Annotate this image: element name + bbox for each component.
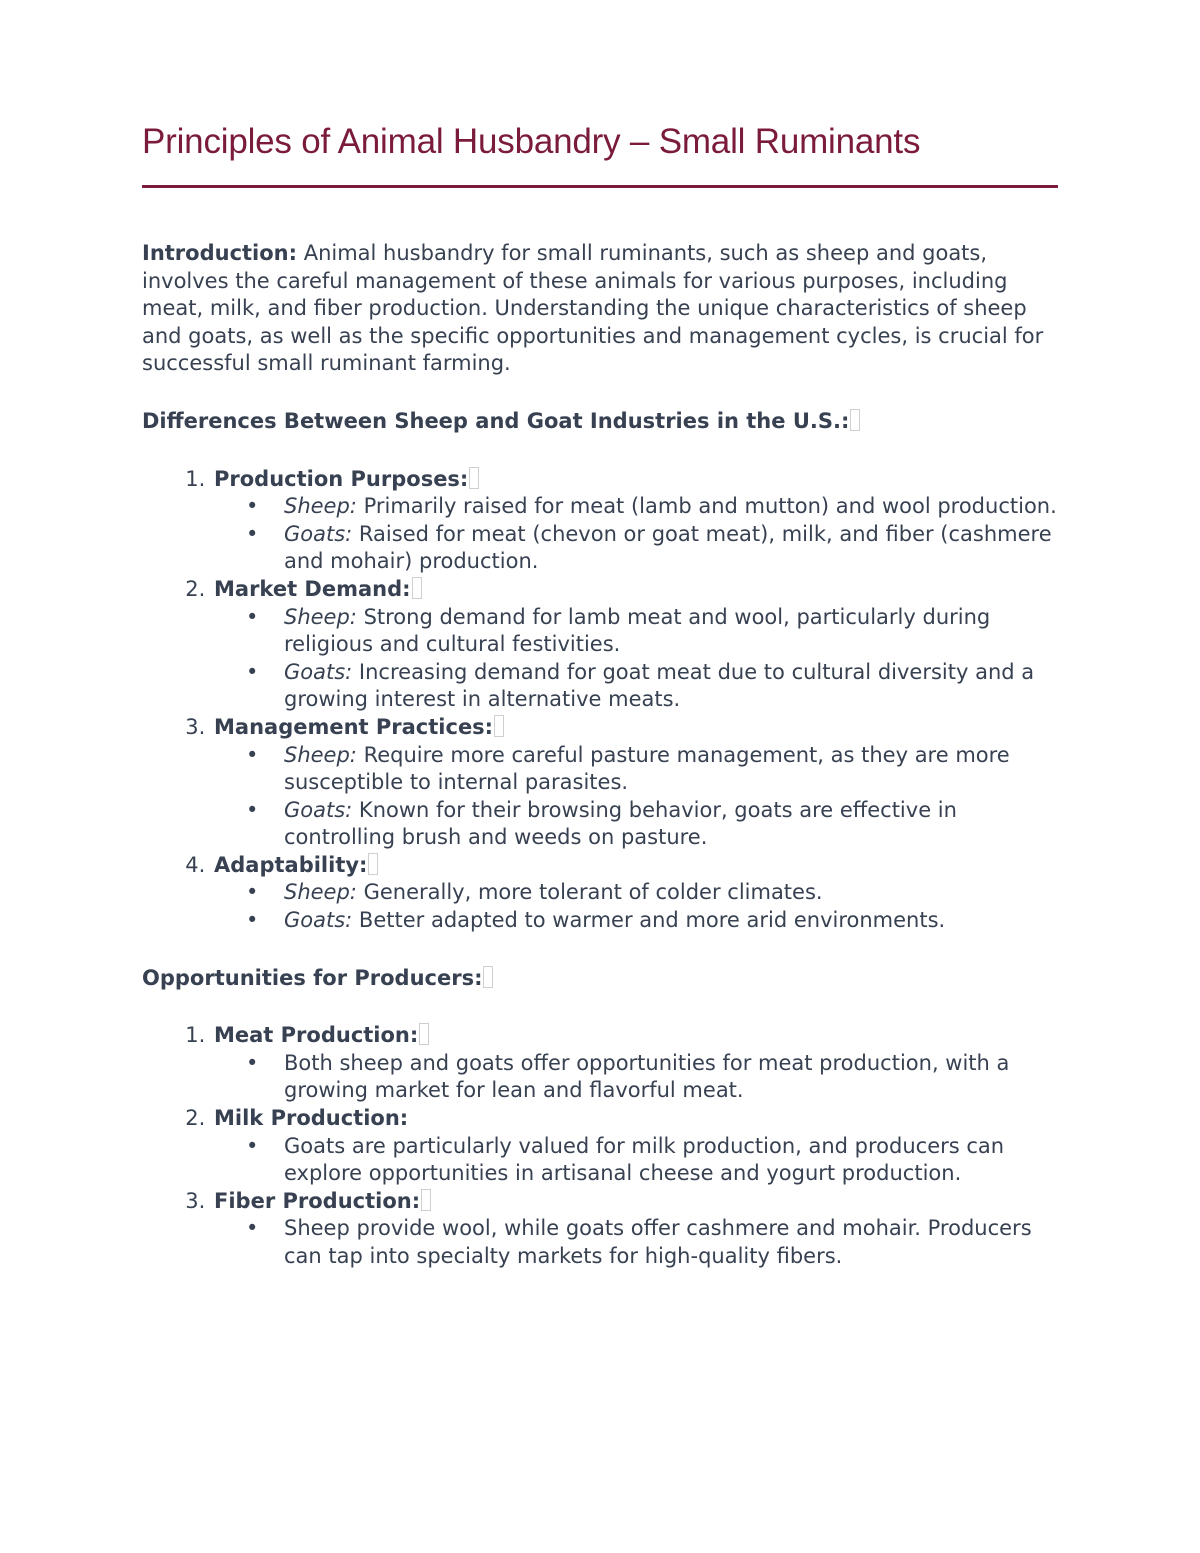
placeholder-glyph xyxy=(368,853,378,875)
bullet-marker: • xyxy=(246,1133,259,1158)
page-title: Principles of Animal Husbandry – Small Ruminants xyxy=(142,122,921,161)
list-item-title: Meat Production: xyxy=(214,1023,419,1048)
sub-item-label: Goats: xyxy=(284,659,353,684)
sub-item-text: Raised for meat (chevon or goat meat), milk, and fiber (cashmere and mohair) production. xyxy=(284,521,1052,574)
list-item-title: Production Purposes: xyxy=(214,466,469,491)
sub-item-text: Both sheep and goats offer opportunities for meat production, with a growing market for lean and flavorful meat. xyxy=(284,1050,1010,1103)
sub-list-item xyxy=(246,742,1062,797)
sub-item-text: Strong demand for lamb meat and wool, particularly during religious and cultural festivities. xyxy=(284,604,991,657)
sub-item-label: Sheep: xyxy=(284,604,357,629)
list-item-title: Fiber Production: xyxy=(214,1188,421,1213)
sub-list xyxy=(214,1050,1062,1105)
sub-list xyxy=(214,604,1062,714)
sub-list xyxy=(214,493,1062,576)
placeholder-glyph xyxy=(419,1023,429,1045)
sub-item-text: Primarily raised for meat (lamb and mutton) and wool production. xyxy=(356,494,1057,519)
placeholder-glyph xyxy=(494,715,504,737)
list-item xyxy=(212,576,1062,714)
list-item xyxy=(212,1188,1062,1271)
list-item-title: Market Demand: xyxy=(214,576,411,601)
bullet-marker: • xyxy=(246,797,259,822)
sub-item-text: Known for their browsing behavior, goats are effective in controlling brush and weeds on pasture. xyxy=(284,797,957,850)
bullet-marker: • xyxy=(246,1050,259,1075)
sub-list-item xyxy=(246,493,1062,521)
sub-list xyxy=(214,1215,1062,1270)
sub-item-label: Goats: xyxy=(284,521,353,546)
sub-item-text: Increasing demand for goat meat due to cultural diversity and a growing interest in alternative meats. xyxy=(284,659,1035,712)
sub-list-item xyxy=(246,1133,1062,1188)
list-item xyxy=(212,466,1062,576)
bullet-marker: • xyxy=(246,659,259,684)
placeholder-glyph xyxy=(469,467,479,489)
sub-item-label: Sheep: xyxy=(284,742,357,767)
opportunities-list xyxy=(142,1022,1062,1270)
bullet-marker: • xyxy=(246,742,259,767)
sub-item-text: Better adapted to warmer and more arid environments. xyxy=(352,908,946,933)
sub-item-text: Generally, more tolerant of colder climates. xyxy=(356,880,823,905)
list-item xyxy=(212,1022,1062,1105)
sub-item-label: Sheep: xyxy=(284,494,357,519)
list-item-title: Milk Production: xyxy=(214,1106,409,1131)
bullet-marker: • xyxy=(246,1216,259,1241)
intro-text: Animal husbandry for small ruminants, such as sheep and goats, involves the careful management of these animals for various purposes, including meat, milk, and fiber production. Understanding the unique characteristics of sheep and goats, as well as the specific opportunities and management cycles, is crucial for successful small ruminant farming. xyxy=(142,241,1044,376)
section-heading-text: Opportunities for Producers: xyxy=(142,965,483,990)
placeholder-glyph xyxy=(421,1189,431,1211)
sub-item-text: Sheep provide wool, while goats offer cashmere and mohair. Producers can tap into specialty markets for high-quality fibers. xyxy=(284,1216,1032,1268)
list-item-title: Management Practices: xyxy=(214,714,494,739)
placeholder-glyph xyxy=(483,966,493,988)
list-item xyxy=(212,714,1062,852)
bullet-marker: • xyxy=(246,521,259,546)
list-item xyxy=(212,1105,1062,1188)
intro-paragraph xyxy=(142,240,1062,378)
bullet-marker: • xyxy=(246,908,259,933)
sub-list-item xyxy=(246,879,1062,907)
bullet-marker: • xyxy=(246,494,259,519)
sub-list-item xyxy=(246,1050,1062,1105)
sub-list xyxy=(214,879,1062,934)
list-item xyxy=(212,852,1062,935)
list-item-title: Adaptability: xyxy=(214,852,368,877)
section-heading-text: Differences Between Sheep and Goat Industries in the U.S.: xyxy=(142,408,850,433)
sub-list-item xyxy=(246,1215,1062,1270)
section-heading-differences xyxy=(142,408,1062,436)
sub-item-text: Goats are particularly valued for milk production, and producers can explore opportunities in artisanal cheese and yogurt production. xyxy=(284,1133,1005,1186)
section-heading-opportunities xyxy=(142,965,1062,993)
sub-list xyxy=(214,1133,1062,1188)
differences-list xyxy=(142,466,1062,935)
sub-list xyxy=(214,742,1062,852)
sub-item-label: Goats: xyxy=(284,908,353,933)
bullet-marker: • xyxy=(246,880,259,905)
sub-list-item xyxy=(246,659,1062,714)
sub-list-item xyxy=(246,907,1062,935)
title-divider xyxy=(142,185,1058,188)
placeholder-glyph xyxy=(412,577,422,599)
sub-list-item xyxy=(246,797,1062,852)
sub-item-label: Sheep: xyxy=(284,880,357,905)
bullet-marker: • xyxy=(246,604,259,629)
intro-label: Introduction: xyxy=(142,241,298,265)
sub-item-text: Require more careful pasture management, as they are more susceptible to internal parasites. xyxy=(284,742,1010,795)
sub-list-item xyxy=(246,604,1062,659)
sub-item-label: Goats: xyxy=(284,797,353,822)
sub-list-item xyxy=(246,521,1062,576)
placeholder-glyph xyxy=(850,409,860,431)
document-body xyxy=(142,240,1062,1271)
